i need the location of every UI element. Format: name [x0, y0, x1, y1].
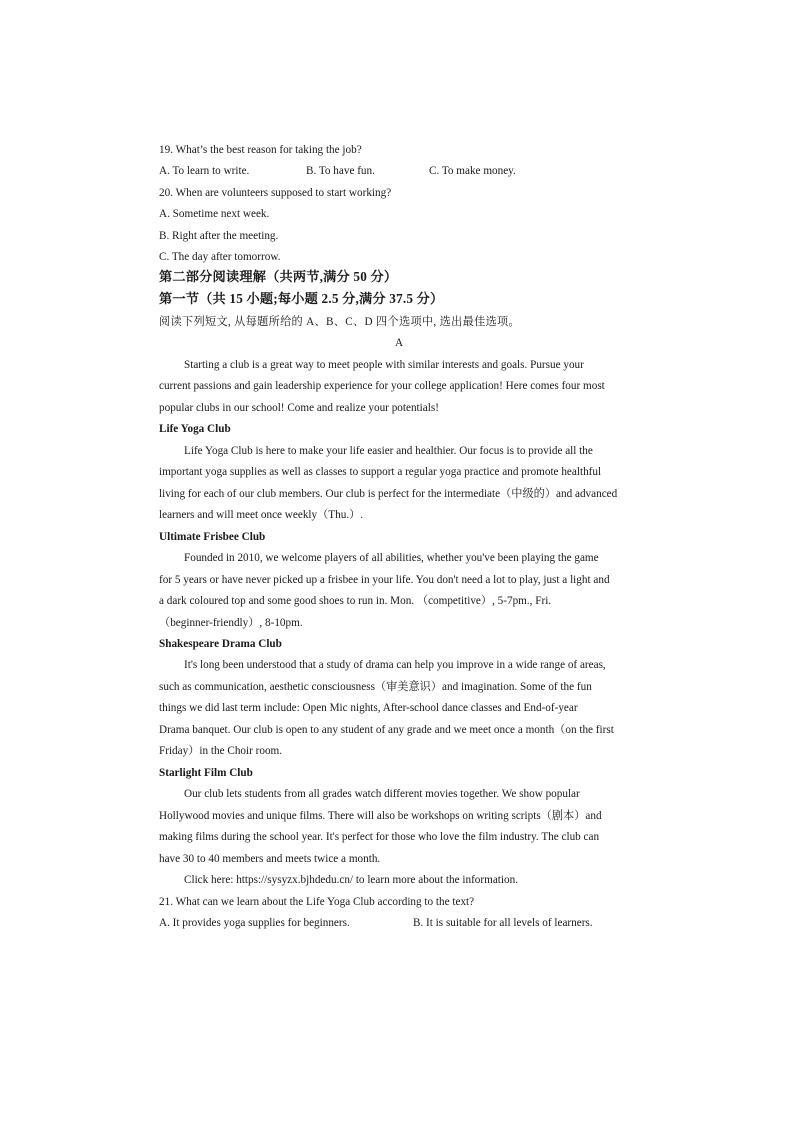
- q21-option-a: A. It provides yoga supplies for beginners.: [159, 917, 350, 929]
- q20-stem: 20. When are volunteers supposed to start working?: [159, 187, 392, 199]
- instruction: 阅读下列短文, 从每题所给的 A、B、C、D 四个选项中, 选出最佳选项。: [159, 316, 521, 328]
- drama-club-line: Friday）in the Choir room.: [159, 745, 283, 757]
- yoga-club-line: Life Yoga Club is here to make your life easier and healthier. Our focus is to provide all the: [184, 445, 593, 457]
- drama-club-line: things we did last term include: Open Mic nights, After-school dance classes and End-of-year: [159, 702, 578, 714]
- passage-label: A: [394, 337, 404, 349]
- q19-option-b: B. To have fun.: [306, 165, 375, 177]
- q19-stem: 19. What’s the best reason for taking the job?: [159, 144, 362, 156]
- intro-line: Starting a club is a great way to meet people with similar interests and goals. Pursue your: [184, 359, 584, 371]
- frisbee-club-line: （beginner-friendly）, 8-10pm.: [159, 617, 303, 629]
- q21-option-b: B. It is suitable for all levels of learners.: [413, 917, 593, 929]
- q20-option-a: A. Sometime next week.: [159, 208, 270, 220]
- film-club-heading: Starlight Film Club: [159, 767, 253, 779]
- drama-club-heading: Shakespeare Drama Club: [159, 638, 282, 650]
- part2-title: 第二部分阅读理解（共两节,满分 50 分）: [159, 269, 398, 284]
- section1-title: 第一节（共 15 小题;每小题 2.5 分,满分 37.5 分）: [159, 291, 444, 306]
- yoga-club-line: learners and will meet once weekly（Thu.）.: [159, 509, 364, 521]
- drama-club-line: It's long been understood that a study of drama can help you improve in a wide range of areas,: [184, 659, 606, 671]
- film-club-line: Hollywood movies and unique films. There will also be workshops on writing scripts（剧本）and: [159, 810, 602, 822]
- film-club-line: have 30 to 40 members and meets twice a month.: [159, 853, 381, 865]
- film-club-line: making films during the school year. It's perfect for those who love the film industry. The club can: [159, 831, 600, 843]
- frisbee-club-line: for 5 years or have never picked up a frisbee in your life. You don't need a lot to play, just a light and: [159, 574, 610, 586]
- q19-option-c: C. To make money.: [429, 165, 516, 177]
- q19-option-a: A. To learn to write.: [159, 165, 250, 177]
- yoga-club-heading: Life Yoga Club: [159, 423, 231, 435]
- yoga-club-line: living for each of our club members. Our club is perfect for the intermediate（中级的）and advanced: [159, 488, 618, 500]
- intro-line: current passions and gain leadership experience for your college application! Here comes four most: [159, 380, 605, 392]
- q21-stem: 21. What can we learn about the Life Yoga Club according to the text?: [159, 896, 475, 908]
- click-here-link[interactable]: Click here: https://sysyzx.bjhdedu.cn/ to learn more about the information.: [184, 874, 518, 886]
- yoga-club-line: important yoga supplies as well as classes to support a regular yoga practice and promote healthful: [159, 466, 602, 478]
- q20-option-b: B. Right after the meeting.: [159, 230, 279, 242]
- frisbee-club-line: a dark coloured top and some good shoes to run in. Mon. （competitive）, 5-7pm., Fri.: [159, 595, 552, 607]
- frisbee-club-heading: Ultimate Frisbee Club: [159, 531, 266, 543]
- drama-club-line: Drama banquet. Our club is open to any student of any grade and we meet once a month（on the first: [159, 724, 614, 736]
- q20-option-c: C. The day after tomorrow.: [159, 251, 281, 263]
- drama-club-line: such as communication, aesthetic consciousness（审美意识）and imagination. Some of the fun: [159, 681, 592, 693]
- film-club-line: Our club lets students from all grades watch different movies together. We show popular: [184, 788, 580, 800]
- intro-line: popular clubs in our school! Come and realize your potentials!: [159, 402, 439, 414]
- frisbee-club-line: Founded in 2010, we welcome players of all abilities, whether you've been playing the game: [184, 552, 599, 564]
